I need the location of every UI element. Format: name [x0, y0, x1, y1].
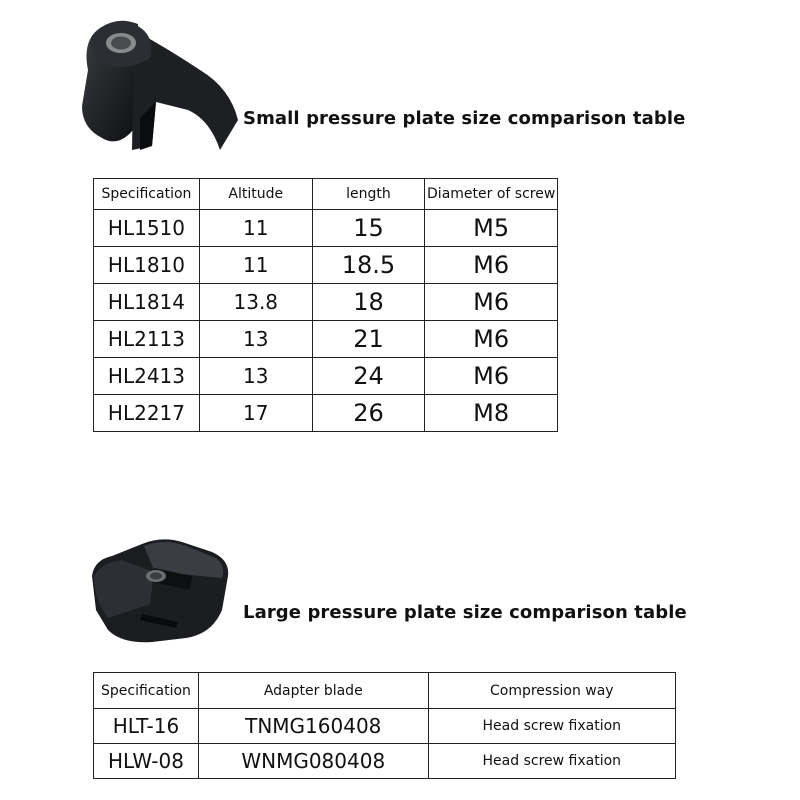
table-row — [94, 247, 558, 284]
header-length: length — [312, 179, 425, 210]
small-pressure-plate-table — [93, 178, 558, 432]
table-row — [94, 709, 676, 744]
cell-adapter-blade: WNMG080408 — [198, 744, 428, 779]
cell-altitude: 11 — [199, 210, 312, 247]
large-table-title: Large pressure plate size comparison table — [243, 602, 687, 623]
header-specification: Specification — [94, 673, 199, 709]
table-header-row — [94, 179, 558, 210]
cell-altitude: 13.8 — [199, 284, 312, 321]
cell-screw-diameter: M6 — [425, 321, 558, 358]
cell-altitude: 13 — [199, 321, 312, 358]
cell-screw-diameter: M5 — [425, 210, 558, 247]
cell-specification: HL2217 — [94, 395, 200, 432]
header-diameter-of-screw: Diameter of screw — [425, 179, 558, 210]
cell-altitude: 17 — [199, 395, 312, 432]
cell-specification: HL2113 — [94, 321, 200, 358]
table-row — [94, 284, 558, 321]
cell-altitude: 13 — [199, 358, 312, 395]
header-altitude: Altitude — [199, 179, 312, 210]
cell-length: 24 — [312, 358, 425, 395]
cell-length: 18.5 — [312, 247, 425, 284]
cell-specification: HLW-08 — [94, 744, 199, 779]
table-row — [94, 321, 558, 358]
cell-specification: HL1510 — [94, 210, 200, 247]
table-header-row — [94, 673, 676, 709]
cell-specification: HLT-16 — [94, 709, 199, 744]
large-pressure-plate-table — [93, 672, 676, 779]
cell-compression-way: Head screw fixation — [428, 744, 675, 779]
table-row — [94, 210, 558, 247]
cell-length: 18 — [312, 284, 425, 321]
cell-screw-diameter: M8 — [425, 395, 558, 432]
small-table-title: Small pressure plate size comparison table — [243, 108, 686, 129]
table-row — [94, 395, 558, 432]
cell-length: 15 — [312, 210, 425, 247]
cell-specification: HL2413 — [94, 358, 200, 395]
header-compression-way: Compression way — [428, 673, 675, 709]
cell-adapter-blade: TNMG160408 — [198, 709, 428, 744]
cell-compression-way: Head screw fixation — [428, 709, 675, 744]
cell-altitude: 11 — [199, 247, 312, 284]
cell-screw-diameter: M6 — [425, 284, 558, 321]
header-adapter-blade: Adapter blade — [198, 673, 428, 709]
table-row — [94, 744, 676, 779]
cell-specification: HL1814 — [94, 284, 200, 321]
cell-screw-diameter: M6 — [425, 247, 558, 284]
cell-screw-diameter: M6 — [425, 358, 558, 395]
table-row — [94, 358, 558, 395]
small-pressure-plate-image — [70, 10, 250, 160]
header-specification: Specification — [94, 179, 200, 210]
large-pressure-plate-image — [82, 530, 242, 650]
cell-length: 26 — [312, 395, 425, 432]
cell-specification: HL1810 — [94, 247, 200, 284]
cell-length: 21 — [312, 321, 425, 358]
